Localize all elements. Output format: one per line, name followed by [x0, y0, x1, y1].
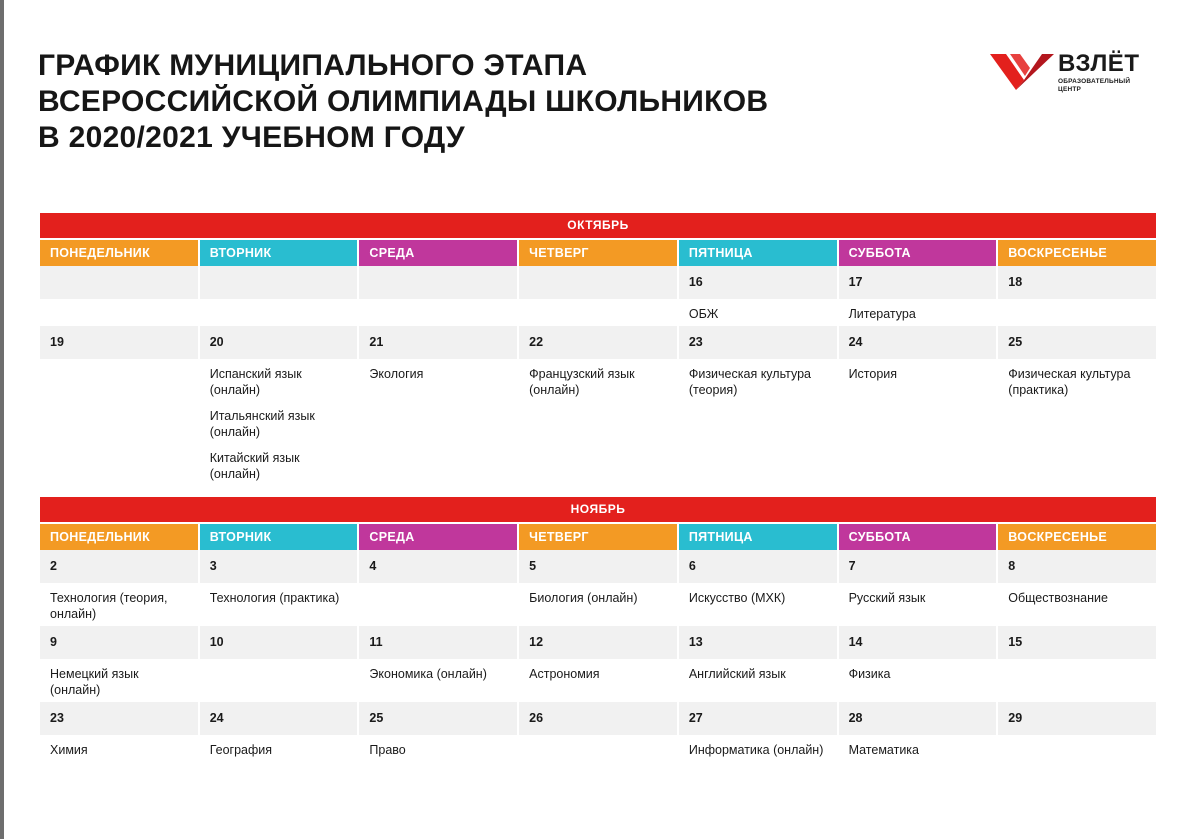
day-cell [998, 266, 1156, 326]
day-cell [200, 326, 358, 486]
olympiad-subject: География [209, 743, 273, 757]
day-number: 4 [359, 550, 517, 583]
left-edge-rule [0, 0, 4, 839]
day-cell [359, 626, 517, 702]
day-cell [519, 702, 677, 762]
day-events [839, 659, 997, 686]
day-number: 29 [998, 702, 1156, 735]
day-cell [679, 626, 837, 702]
day-cell [200, 702, 358, 762]
day-number: 16 [679, 266, 837, 299]
day-number: 15 [998, 626, 1156, 659]
calendar-november [40, 497, 1156, 762]
day-cell [519, 326, 677, 486]
logo-subtitle-line-2: ЦЕНТР [1058, 86, 1082, 93]
day-cell [679, 326, 837, 486]
weekday-header [40, 240, 1156, 266]
weekday-friday: ПЯТНИЦА [679, 524, 837, 550]
weekday-friday: ПЯТНИЦА [679, 240, 837, 266]
day-cell [679, 702, 837, 762]
day-events [679, 583, 837, 610]
day-number: 10 [200, 626, 358, 659]
weekday-wednesday: СРЕДА [359, 524, 517, 550]
day-events [200, 359, 358, 486]
day-events [200, 659, 358, 670]
olympiad-subject: Итальянский язык (онлайн) [209, 409, 315, 439]
day-cell [40, 326, 198, 486]
olympiad-subject: Немецкий язык (онлайн) [50, 667, 139, 697]
olympiad-subject: Астрономия [529, 667, 600, 681]
day-events [200, 735, 358, 762]
day-number: 27 [679, 702, 837, 735]
day-events [679, 359, 837, 402]
day-events [359, 659, 517, 686]
day-events [839, 359, 997, 386]
day-events [519, 659, 677, 686]
day-number: 25 [359, 702, 517, 735]
logo-subtitle-line-1: ОБРАЗОВАТЕЛЬНЫЙ [1058, 78, 1131, 85]
day-events [998, 735, 1156, 746]
logo-chevron-icon [990, 50, 1054, 90]
day-number: 5 [519, 550, 677, 583]
weekday-monday: ПОНЕДЕЛЬНИК [40, 524, 198, 550]
day-events [40, 735, 198, 762]
day-events [839, 735, 997, 762]
weekday-sunday: ВОСКРЕСЕНЬЕ [998, 240, 1156, 266]
day-cell [200, 266, 358, 326]
day-cell [200, 626, 358, 702]
weeks [40, 550, 1156, 762]
weekday-thursday: ЧЕТВЕРГ [519, 524, 677, 550]
day-events [679, 299, 837, 326]
day-events [519, 583, 677, 610]
olympiad-subject: Физическая культура (практика) [1008, 367, 1131, 397]
olympiad-subject: Информатика (онлайн) [688, 743, 824, 757]
day-number: 2 [40, 550, 198, 583]
day-number [519, 266, 677, 299]
day-events [359, 299, 517, 310]
olympiad-subject: Физическая культура (теория) [688, 367, 811, 397]
day-cell [40, 266, 198, 326]
day-events [839, 299, 997, 326]
day-cell [998, 702, 1156, 762]
day-cell [998, 626, 1156, 702]
day-events [998, 659, 1156, 670]
day-number: 3 [200, 550, 358, 583]
day-events [998, 359, 1156, 402]
olympiad-subject: Французский язык (онлайн) [529, 367, 635, 397]
day-number: 19 [40, 326, 198, 359]
day-events [359, 359, 517, 386]
weekday-tuesday: ВТОРНИК [200, 524, 358, 550]
page-title [38, 48, 858, 156]
day-cell [359, 266, 517, 326]
day-number: 28 [839, 702, 997, 735]
day-number: 6 [679, 550, 837, 583]
day-number [359, 266, 517, 299]
day-events [519, 299, 677, 310]
day-number: 23 [679, 326, 837, 359]
day-number: 22 [519, 326, 677, 359]
weekday-wednesday: СРЕДА [359, 240, 517, 266]
day-number [200, 266, 358, 299]
day-cell [998, 550, 1156, 626]
calendar-october [40, 213, 1156, 486]
day-events [359, 735, 517, 762]
logo-name: ВЗЛЁТ [1058, 50, 1140, 77]
day-cell [359, 550, 517, 626]
day-cell [839, 626, 997, 702]
logo-subtitle [1058, 78, 1130, 94]
week-row [40, 626, 1156, 702]
week-row [40, 266, 1156, 326]
day-number: 20 [200, 326, 358, 359]
olympiad-subject: Литература [848, 307, 916, 321]
title-line-2: ВСЕРОССИЙСКОЙ ОЛИМПИАДЫ ШКОЛЬНИКОВ [38, 85, 769, 118]
day-number: 14 [839, 626, 997, 659]
olympiad-subject: Испанский язык (онлайн) [209, 367, 302, 397]
day-events [40, 299, 198, 310]
day-events [40, 583, 198, 626]
olympiad-subject: Право [369, 743, 406, 757]
day-number: 11 [359, 626, 517, 659]
day-number: 7 [839, 550, 997, 583]
day-cell [519, 626, 677, 702]
title-line-1: ГРАФИК МУНИЦИПАЛЬНОГО ЭТАПА [38, 49, 588, 82]
day-number: 21 [359, 326, 517, 359]
day-number: 9 [40, 626, 198, 659]
day-cell [40, 626, 198, 702]
day-events [200, 583, 358, 610]
weekday-saturday: СУББОТА [839, 524, 997, 550]
day-events [519, 735, 677, 746]
day-cell [839, 702, 997, 762]
day-number: 25 [998, 326, 1156, 359]
day-number: 26 [519, 702, 677, 735]
day-cell [998, 326, 1156, 486]
day-number: 18 [998, 266, 1156, 299]
olympiad-subject: Русский язык [848, 591, 926, 605]
day-number: 24 [839, 326, 997, 359]
day-events [679, 659, 837, 686]
month-title: ОКТЯБРЬ [40, 213, 1156, 238]
weekday-thursday: ЧЕТВЕРГ [519, 240, 677, 266]
weekday-monday: ПОНЕДЕЛЬНИК [40, 240, 198, 266]
day-cell [359, 326, 517, 486]
day-number: 8 [998, 550, 1156, 583]
olympiad-subject: ОБЖ [688, 307, 719, 321]
day-events [998, 583, 1156, 610]
day-events [519, 359, 677, 402]
day-cell [839, 266, 997, 326]
day-number: 17 [839, 266, 997, 299]
olympiad-subject: Экономика (онлайн) [369, 667, 487, 681]
day-events [359, 583, 517, 594]
week-row [40, 550, 1156, 626]
weekday-sunday: ВОСКРЕСЕНЬЕ [998, 524, 1156, 550]
weekday-header [40, 524, 1156, 550]
week-row [40, 702, 1156, 762]
day-cell [40, 702, 198, 762]
day-number: 23 [40, 702, 198, 735]
day-cell [519, 266, 677, 326]
olympiad-subject: Технология (теория, онлайн) [50, 591, 168, 621]
day-events [40, 659, 198, 702]
olympiad-subject: Химия [50, 743, 88, 757]
day-cell [839, 326, 997, 486]
logo [990, 50, 1160, 96]
olympiad-subject: Английский язык [688, 667, 786, 681]
olympiad-subject: Физика [848, 667, 891, 681]
day-cell [679, 550, 837, 626]
day-cell [40, 550, 198, 626]
olympiad-subject: История [848, 367, 898, 381]
day-number: 12 [519, 626, 677, 659]
olympiad-subject: Технология (практика) [209, 591, 340, 605]
weekday-tuesday: ВТОРНИК [200, 240, 358, 266]
weekday-saturday: СУББОТА [839, 240, 997, 266]
day-cell [839, 550, 997, 626]
day-number: 13 [679, 626, 837, 659]
title-line-3: В 2020/2021 УЧЕБНОМ ГОДУ [38, 121, 465, 154]
day-cell [679, 266, 837, 326]
day-events [998, 299, 1156, 310]
day-number: 24 [200, 702, 358, 735]
olympiad-subject: Математика [848, 743, 920, 757]
day-number [40, 266, 198, 299]
day-cell [519, 550, 677, 626]
day-events [200, 299, 358, 310]
month-title: НОЯБРЬ [40, 497, 1156, 522]
olympiad-subject: Китайский язык (онлайн) [209, 451, 300, 481]
day-events [679, 735, 837, 762]
day-cell [359, 702, 517, 762]
day-events [40, 359, 198, 370]
olympiad-subject: Искусство (МХК) [688, 591, 786, 605]
day-cell [200, 550, 358, 626]
weeks [40, 266, 1156, 486]
week-row [40, 326, 1156, 486]
day-events [839, 583, 997, 610]
olympiad-subject: Биология (онлайн) [529, 591, 638, 605]
olympiad-subject: Экология [369, 367, 424, 381]
olympiad-subject: Обществознание [1008, 591, 1108, 605]
